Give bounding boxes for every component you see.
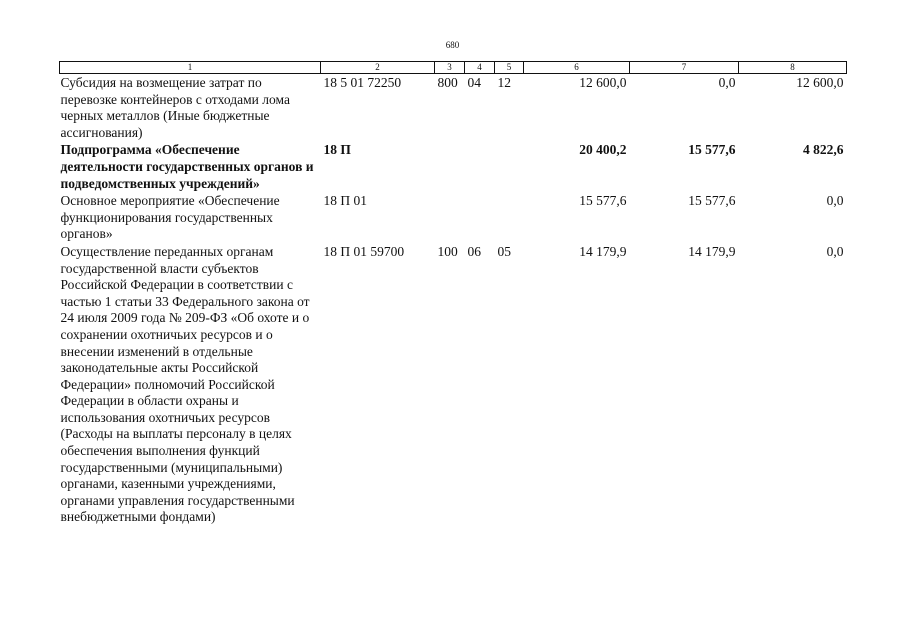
table-row [60, 192, 847, 243]
row-col3 [435, 141, 465, 192]
budget-table [59, 61, 847, 526]
row-value-8: 4 822,6 [803, 142, 844, 158]
column-header: 7 [630, 62, 739, 74]
row-code: 18 П 01 [323, 193, 367, 209]
row-code: 18 П [323, 142, 351, 158]
row-value-8: 0,0 [826, 193, 844, 209]
column-header: 2 [321, 62, 435, 74]
row-code: 18 5 01 72250 [323, 75, 402, 90]
row-value-6: 20 400,2 [579, 142, 627, 158]
page-number: 680 [445, 40, 460, 50]
column-header: 1 [60, 62, 321, 74]
row-col4 [465, 192, 495, 243]
row-value-7: 15 577,6 [688, 193, 736, 209]
row-value-7: 0,0 [718, 75, 736, 90]
column-header: 6 [524, 62, 630, 74]
row-name: Осуществление переданных органам государственной власти субъектов Российской Федерации в соответствии с частью 1 статьи 33 Федерального закона от 24 июля 2009 года № 209-ФЗ «Об охоте и о сохранении охотничьих ресурсов и о внесении изменений в отдельные законодательные акты Российской Федерации» полномочий Российской Федерации в области охраны и использования охотничьих ресурсов (Расходы на выплаты персоналу в целях обеспечения выполнения функций государственными (муниципальными) органами, казенными учреждениями, органами управления государственными внебюджетными фондами) [60, 243, 310, 525]
row-value-6: 14 179,9 [579, 243, 627, 259]
row-col5 [495, 192, 524, 243]
column-header: 4 [465, 62, 495, 74]
row-col4: 04 [467, 75, 481, 90]
table-row [60, 74, 847, 142]
row-col3 [435, 192, 465, 243]
row-col4 [465, 141, 495, 192]
row-name: Субсидия на возмещение затрат по перевозке контейнеров с отходами лома черных металлов (Иные бюджетные ассигнования) [60, 75, 290, 140]
column-header: 8 [739, 62, 847, 74]
row-name: Подпрограмма «Обеспечение деятельности государственных органов и подведомственных учреждений» [60, 142, 314, 191]
column-header: 3 [435, 62, 465, 74]
row-col3: 100 [437, 243, 458, 259]
row-value-6: 15 577,6 [579, 193, 627, 209]
row-value-6: 12 600,0 [579, 75, 627, 90]
row-value-8: 0,0 [826, 243, 844, 259]
row-col5: 12 [497, 75, 511, 90]
column-header: 5 [495, 62, 524, 74]
table-row [60, 243, 847, 526]
table-header-row [60, 62, 847, 74]
row-value-7: 15 577,6 [688, 142, 736, 158]
row-col5: 05 [497, 243, 511, 259]
table-row [60, 141, 847, 192]
row-name: Основное мероприятие «Обеспечение функционирования государственных органов» [60, 193, 280, 242]
row-code: 18 П 01 59700 [323, 243, 405, 259]
row-value-8: 12 600,0 [796, 75, 844, 90]
row-col4: 06 [467, 243, 481, 259]
row-col5 [495, 141, 524, 192]
row-value-7: 14 179,9 [688, 243, 736, 259]
row-col3: 800 [437, 75, 458, 90]
